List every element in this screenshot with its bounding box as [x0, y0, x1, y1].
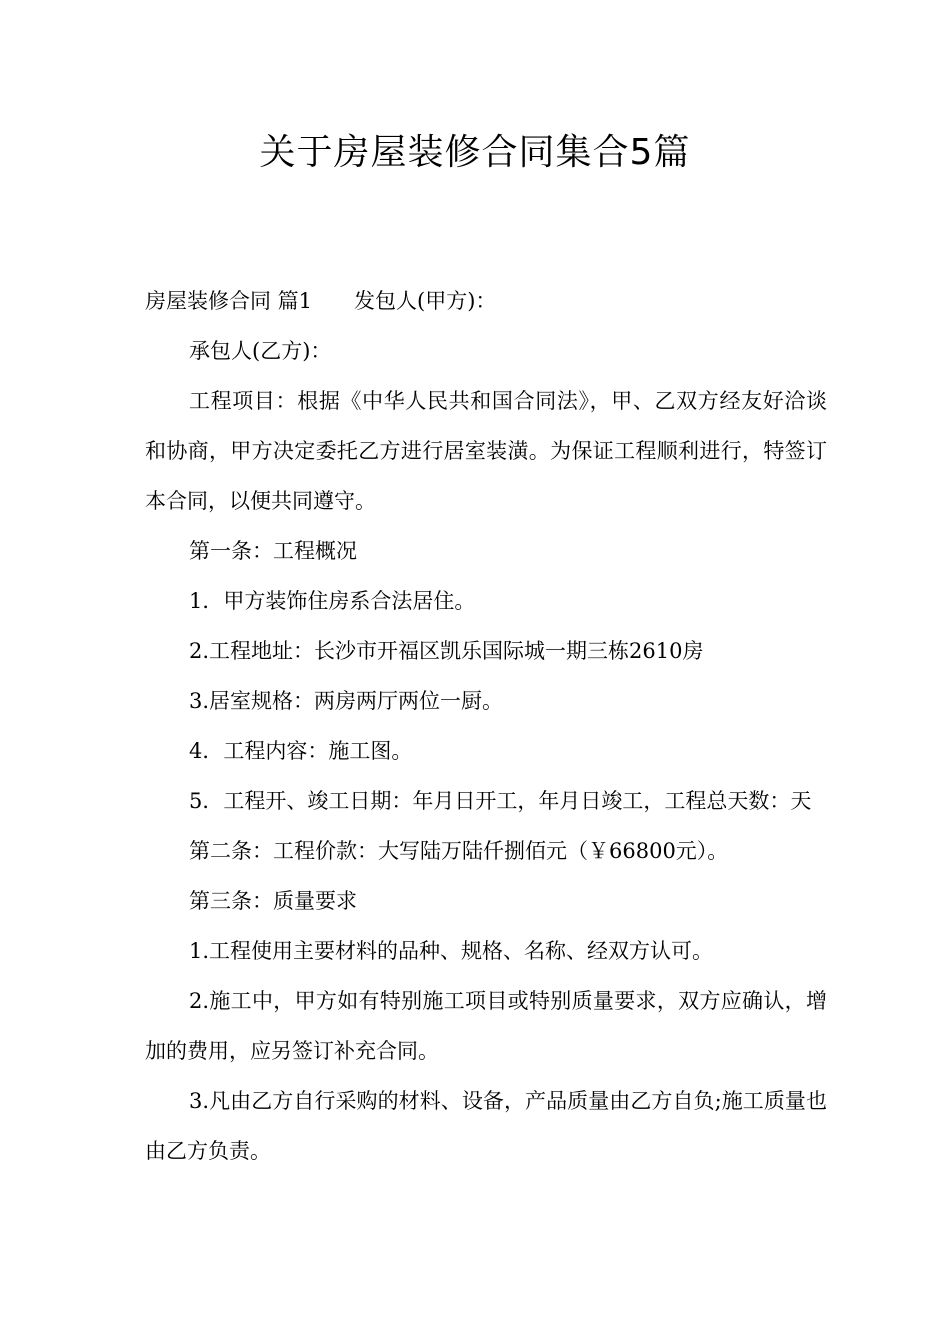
project-paragraph: 工程项目：根据《中华人民共和国合同法》，甲、乙双方经友好洽谈和协商，甲方决定委托乙方进行居室装潢。为保证工程顺利进行，特签订本合同，以便共同遵守。 [145, 389, 827, 513]
article-3-item-2: 2.施工中，甲方如有特别施工项目或特别质量要求，双方应确认，增加的费用，应另签订补充合同。 [145, 989, 827, 1063]
document-body [145, 276, 827, 1176]
contract-heading: 房屋装修合同 篇1 [145, 289, 313, 313]
first-line [145, 276, 827, 326]
article-1-item-1: 1．甲方装饰住房系合法居住。 [189, 589, 476, 613]
article-1-heading: 第一条：工程概况 [189, 539, 357, 563]
article-2: 第二条：工程价款：大写陆万陆仟捌佰元（￥66800元）。 [189, 839, 729, 863]
party-b-line: 承包人(乙方)： [189, 339, 332, 363]
article-1-item-3: 3.居室规格：两房两厅两位一厨。 [189, 689, 504, 713]
article-3-item-1: 1.工程使用主要材料的品种、规格、名称、经双方认可。 [189, 939, 714, 963]
article-1-item-4: 4．工程内容：施工图。 [189, 739, 413, 763]
article-1-item-2: 2.工程地址：长沙市开福区凯乐国际城一期三栋2610房 [189, 639, 704, 663]
party-a-line: 发包人(甲方)： [354, 289, 497, 313]
article-3-item-3: 3.凡由乙方自行采购的材料、设备，产品质量由乙方自负;施工质量也由乙方负责。 [145, 1089, 827, 1163]
document-title: 关于房屋装修合同集合5篇 [259, 132, 691, 173]
article-1-item-5: 5．工程开、竣工日期：年月日开工，年月日竣工，工程总天数：天 [189, 789, 812, 813]
article-3-heading: 第三条：质量要求 [189, 889, 357, 913]
